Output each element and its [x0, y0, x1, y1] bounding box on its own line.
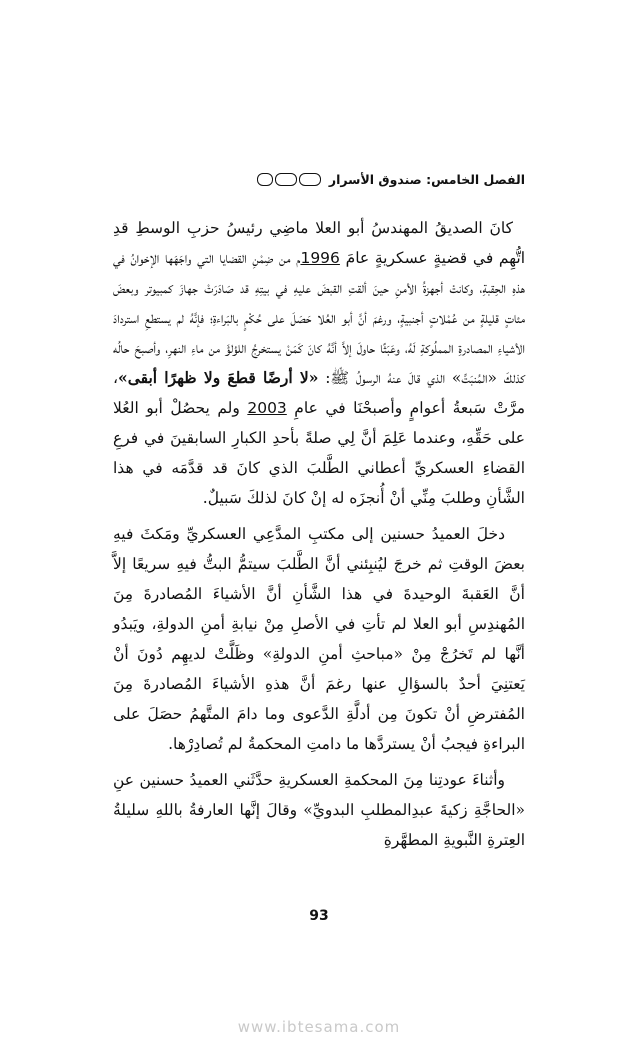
- paragraph-1-part-d: ولم يحصُلْ أبو العُلا على حَقِّهِ، وعندما عَلِمَ أنَّ لِي صلةً بأحدِ الكبارِ السابقينَ في فرعِ القضاءِ العسكريِّ أعطاني الطَّلبَ الذي كانَ قد قدَّمَه في هذا الشَّأنِ وطلبَ مِنِّي أنْ أُنجزَه له إنْ كانَ لذلكَ سَبيلٌ.: [113, 399, 525, 507]
- body-text: [113, 213, 525, 861]
- paragraph-1-part-b: م من ضِمْنِ القضايا التي واجَهَها الإخوانُ في هذهِ الحِقبةِ، وكانتْ أجهزةُ الأمنِ حينَ ألقتِ القبضَ عليهِ في بيتِهِ قد صَادَرَتْ جهازَ كمبيوتر وبعضَ مئاتٍ قليلةٍ من عُمْلاتٍ أجنبيةٍ، ورغمَ أنَّ أبو العُلا حَصَلَ على حُكْمٍ بالبَراءةِ؛ فإنَّهُ لم يستطعِ استردادَ الأشياءِ المصادرةِ المملُوكةِ لَهُ، وعَبَثًا حاولَ إلاَّ أنَّهُ كانَ كَمَنْ يستخرجُ اللؤلؤَ من ماءِ النهرِ، وأصبحَ حالُه كذلكَ «المُنبَتِّ» الذي قالَ عنهُ الرسولُ ﷺ:: [113, 249, 525, 387]
- paragraph-2: دخلَ العميدُ حسنين إلى مكتبِ المدَّعِي العسكريِّ ومَكثَ فيهِ بعضَ الوقتِ ثم خرجَ ليُنبِئني أنَّ الطَّلبَ سيتمُّ البتُّ فيهِ سريعًا إلاَّ أنَّ العَقبةَ الوحيدةَ في هذا الشَّأنِ أنَّ الأشياءَ المُصادرةَ مِنَ المُهندِسِ أبو العلا لم تأتِ في الأصلِ مِنْ نيابةِ أمنِ الدولةِ، ويَبدُو أنَّها لم تَخرُجْ مِنْ «مباحثِ أمنِ الدولةِ» وظَلَّتْ لديهِم دُونَ أنْ يَعتنِيَ أحدٌ بالسؤالِ عنها رغمَ أنَّ هذهِ الأشياءَ المُصادرةَ مِنَ المُفترضِ أنْ تكونَ مِن أدلَّةِ الدَّعوى وما دامَ المتَّهمُ حصَلَ على البراءةِ فيجبُ أنْ يستردَّها ما دامتِ المحكمةُ لم تُصادِرْها.: [113, 525, 525, 753]
- paragraph-1-part-c: ، مرَّتْ سَبعةُ أعوامٍ وأصبحْنَا في عامِ: [113, 369, 525, 417]
- running-header: [113, 168, 525, 190]
- year-2003: 2003: [247, 399, 287, 417]
- ornament-icon: [257, 173, 321, 186]
- page-number: 93: [309, 908, 329, 924]
- paragraph-1: [113, 213, 525, 513]
- hadith-quote: «لا أرضًا قطعَ ولا ظهرًا أبقى»: [118, 368, 319, 387]
- paragraph-1-part-a: كانَ الصديقُ المهندسُ أبو العلا ماضِي رئيسُ حزبِ الوسطِ قدِ اتُّهِم في قضيةٍ عسكريةٍ عامَ: [113, 219, 525, 267]
- paragraph-3: وأثناءَ عودتِنا مِنَ المحكمةِ العسكريةِ حدَّثَني العميدُ حسنين عنِ «الحاجَّةِ زكيةَ عبدِالمطلبِ البدويِّ» وقالَ إنَّها العارفةُ باللهِ سليلةُ العِترةِ النَّبويةِ المطهَّرةِ: [113, 771, 525, 849]
- chapter-title: الفصل الخامس: صندوق الأسرار: [328, 171, 525, 187]
- year-1996: 1996: [300, 249, 340, 267]
- watermark: www.ibtesama.com: [237, 1018, 401, 1036]
